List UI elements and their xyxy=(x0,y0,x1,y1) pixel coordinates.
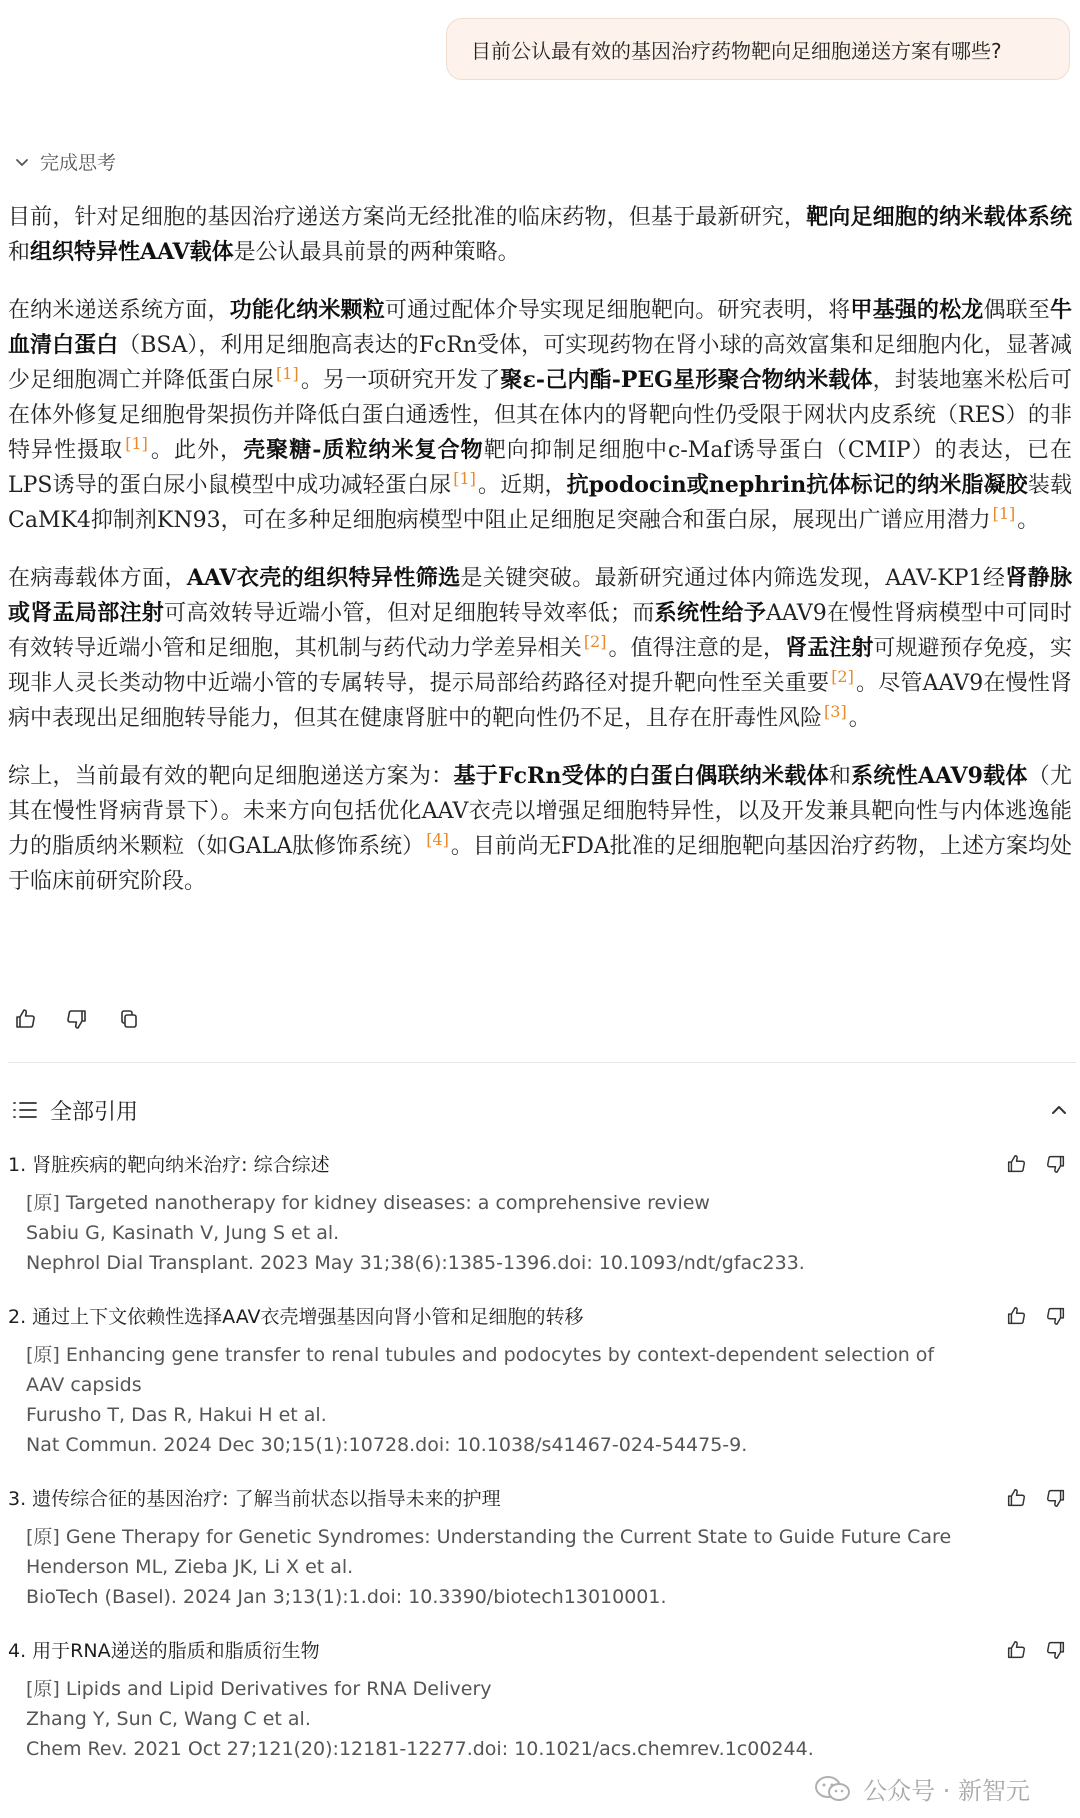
copy-icon xyxy=(117,1007,141,1031)
thinking-label: 完成思考 xyxy=(40,152,117,174)
list-icon xyxy=(12,1099,38,1121)
citation-link[interactable]: [2] xyxy=(831,666,854,686)
reference-thumbs-up-button[interactable] xyxy=(1004,1486,1028,1510)
thumbs-down-icon xyxy=(65,1007,89,1031)
answer-text: ，封装地塞米松后可在体外修复足细胞骨架损伤并降低白蛋白通透性，但其在体内的肾靶向性仍受限于网状内皮系统（RES）的非特异性摄取 xyxy=(8,368,1072,463)
reference-original-title: [原] Gene Therapy for Genetic Syndromes: Understanding the Current State to Guide Future Care xyxy=(26,1526,952,1548)
reference-thumbs-down-button[interactable] xyxy=(1044,1152,1068,1176)
reference-item xyxy=(8,1302,1076,1460)
watermark xyxy=(807,1769,1036,1808)
thumbs-up-icon xyxy=(1005,1153,1027,1175)
answer-text: 在病毒载体方面， xyxy=(8,566,187,591)
answer-paragraph-1 xyxy=(8,200,1072,270)
answer-text: 。此外， xyxy=(149,438,244,463)
answer-text: 。尽管AAV9在慢性肾病中表现出足细胞转导能力，但其在健康肾脏中的靶向性仍不足，且存在肝毒性风险 xyxy=(8,671,1072,731)
references-title-group xyxy=(12,1095,138,1126)
answer-text: 是公认最具前景的两种策略。 xyxy=(233,240,520,265)
answer-text: 。值得注意的是， xyxy=(608,636,786,661)
thumbs-down-button[interactable] xyxy=(64,1006,90,1032)
reference-item xyxy=(8,1484,1076,1612)
reference-thumbs-up-button[interactable] xyxy=(1004,1152,1028,1176)
answer-text: 偶联至 xyxy=(983,298,1050,323)
answer-text: 在纳米递送系统方面， xyxy=(8,298,230,323)
answer-bold: 肾静脉或肾盂局部注射 xyxy=(8,565,1072,626)
citation-link[interactable]: [3] xyxy=(824,701,847,721)
answer-text: 。 xyxy=(848,706,871,731)
answer-bold: 牛血清白蛋白 xyxy=(8,297,1072,358)
answer-text: 。近期， xyxy=(477,473,567,498)
answer-bold: 甲基强的松龙 xyxy=(850,297,984,323)
answer-text: 靶向抑制足细胞中c-Maf诱导蛋白（CMIP）的表达，已在LPS诱导的蛋白尿小鼠模型中成功减轻蛋白尿 xyxy=(8,438,1072,498)
reference-actions xyxy=(1004,1638,1068,1662)
reference-original-title: [原] Targeted nanotherapy for kidney diseases: a comprehensive review xyxy=(26,1192,710,1214)
reference-item xyxy=(8,1150,1076,1278)
chevron-down-icon xyxy=(14,154,30,170)
reference-authors: Sabiu G, Kasinath V, Jung S et al. xyxy=(26,1222,340,1244)
citation-link[interactable]: [1] xyxy=(276,363,299,383)
answer-paragraph-3 xyxy=(8,561,1072,736)
answer-text: 可通过配体介导实现足细胞靶向。研究表明，将 xyxy=(384,298,851,323)
answer-text: （BSA），利用足细胞高表达的FcRn受体，可实现药物在肾小球的高效富集和足细胞内化，显著减少足细胞凋亡并降低蛋白尿 xyxy=(8,333,1072,393)
answer-bold: AAV衣壳的组织特异性筛选 xyxy=(186,565,461,591)
answer-bold: 系统性给予 xyxy=(654,600,767,626)
answer-text: 和 xyxy=(8,240,31,265)
thinking-toggle[interactable] xyxy=(14,148,116,175)
reference-thumbs-down-button[interactable] xyxy=(1044,1638,1068,1662)
answer-bold: 基于FcRn受体的白蛋白偶联纳米载体 xyxy=(453,763,829,789)
answer-text: 目前，针对足细胞的基因治疗递送方案尚无经批准的临床药物，但基于最新研究， xyxy=(8,205,807,230)
answer-text: 可规避预存免疫，实现非人灵长类动物中近端小管的专属转导，提示局部给药路径对提升靶向性至关重要 xyxy=(8,636,1072,696)
answer-text: 装载CaMK4抑制剂KN93，可在多种足细胞病模型中阻止足细胞足突融合和蛋白尿，展现出广谱应用潜力 xyxy=(8,473,1072,533)
reference-authors: Henderson ML, Zieba JK, Li X et al. xyxy=(26,1556,354,1578)
citation-link[interactable]: [2] xyxy=(583,631,607,651)
thumbs-up-icon xyxy=(13,1007,37,1031)
reference-original-title: [原] Enhancing gene transfer to renal tubules and podocytes by context-dependent selection of AAV capsids xyxy=(26,1344,935,1396)
thumbs-up-icon xyxy=(1005,1305,1027,1327)
thumbs-up-icon xyxy=(1005,1639,1027,1661)
reference-source: Nephrol Dial Transplant. 2023 May 31;38(6):1385-1396.doi: 10.1093/ndt/gfac233. xyxy=(26,1252,805,1274)
assistant-answer xyxy=(8,200,1072,922)
reference-authors: Zhang Y, Sun C, Wang C et al. xyxy=(26,1708,311,1730)
reference-original-title: [原] Lipids and Lipid Derivatives for RNA Delivery xyxy=(26,1678,492,1700)
answer-text: 。目前尚无FDA批准的足细胞靶向基因治疗药物，上述方案均处于临床前研究阶段。 xyxy=(8,834,1072,894)
answer-text: 综上，当前最有效的靶向足细胞递送方案为： xyxy=(8,764,454,789)
thumbs-down-icon xyxy=(1045,1487,1067,1509)
citation-link[interactable]: [4] xyxy=(426,829,449,849)
reference-title[interactable]: 2. 通过上下文依赖性选择AAV衣壳增强基因向肾小管和足细胞的转移 xyxy=(8,1306,584,1328)
user-message-text: 目前公认最有效的基因治疗药物靶向足细胞递送方案有哪些? xyxy=(471,38,1002,63)
answer-bold: 肾盂注射 xyxy=(785,635,874,661)
reference-source: Nat Commun. 2024 Dec 30;15(1):10728.doi: 10.1038/s41467-024-54475-9. xyxy=(26,1434,748,1456)
answer-bold: 靶向足细胞的纳米载体系统 xyxy=(806,204,1072,230)
answer-feedback-row xyxy=(12,1006,142,1032)
thumbs-down-icon xyxy=(1045,1305,1067,1327)
answer-text: 可高效转导近端小管，但对足细胞转导效率低；而 xyxy=(164,601,655,626)
answer-text: 。 xyxy=(1017,508,1040,533)
references-list xyxy=(8,1150,1076,1788)
answer-bold: 壳聚糖-质粒纳米复合物 xyxy=(243,437,484,463)
answer-bold: 聚ε-己内酯-PEG星形聚合物纳米载体 xyxy=(500,367,873,393)
citation-link[interactable]: [1] xyxy=(125,433,148,453)
answer-paragraph-4 xyxy=(8,759,1072,899)
answer-paragraph-2 xyxy=(8,293,1072,538)
reference-title[interactable]: 4. 用于RNA递送的脂质和脂质衍生物 xyxy=(8,1640,320,1662)
reference-thumbs-up-button[interactable] xyxy=(1004,1638,1028,1662)
copy-button[interactable] xyxy=(116,1006,142,1032)
reference-title[interactable]: 1. 肾脏疾病的靶向纳米治疗: 综合综述 xyxy=(8,1154,330,1176)
answer-text: 。另一项研究开发了 xyxy=(300,368,501,393)
reference-actions xyxy=(1004,1152,1068,1176)
reference-thumbs-down-button[interactable] xyxy=(1044,1486,1068,1510)
answer-text: （尤其在慢性肾病背景下）。未来方向包括优化AAV衣壳以增强足细胞特异性，以及开发兼具靶向性与内体逃逸能力的脂质纳米颗粒（如GALA肽修饰系统） xyxy=(8,764,1072,859)
reference-source: BioTech (Basel). 2024 Jan 3;13(1):1.doi: 10.3390/biotech13010001. xyxy=(26,1586,667,1608)
thumbs-down-icon xyxy=(1045,1153,1067,1175)
answer-bold: 组织特异性AAV载体 xyxy=(30,239,234,265)
section-divider xyxy=(8,1062,1076,1063)
collapse-references-button[interactable] xyxy=(1046,1097,1072,1123)
reference-thumbs-down-button[interactable] xyxy=(1044,1304,1068,1328)
references-header xyxy=(12,1092,1072,1128)
citation-link[interactable]: [1] xyxy=(992,503,1016,523)
reference-source: Chem Rev. 2021 Oct 27;121(20):12181-12277.doi: 10.1021/acs.chemrev.1c00244. xyxy=(26,1738,814,1760)
user-message-bubble xyxy=(446,18,1070,80)
answer-text: 是关键突破。最新研究通过体内筛选发现，AAV-KP1经 xyxy=(460,566,1006,591)
reference-item xyxy=(8,1636,1076,1764)
references-title: 全部引用 xyxy=(50,1099,139,1125)
answer-bold: 系统性AAV9载体 xyxy=(851,763,1028,789)
wechat-icon xyxy=(813,1774,853,1804)
reference-actions xyxy=(1004,1304,1068,1328)
chevron-up-icon xyxy=(1049,1100,1069,1120)
reference-thumbs-up-button[interactable] xyxy=(1004,1304,1028,1328)
reference-authors: Furusho T, Das R, Hakui H et al. xyxy=(26,1404,327,1426)
answer-bold: 功能化纳米颗粒 xyxy=(229,297,385,323)
reference-actions xyxy=(1004,1486,1068,1510)
thumbs-up-button[interactable] xyxy=(12,1006,38,1032)
citation-link[interactable]: [1] xyxy=(453,468,476,488)
thumbs-down-icon xyxy=(1045,1639,1067,1661)
thumbs-up-icon xyxy=(1005,1487,1027,1509)
answer-bold: 抗podocin或nephrin抗体标记的纳米脂凝胶 xyxy=(566,472,1028,498)
answer-text: 和 xyxy=(828,764,852,789)
answer-text: AAV9在慢性肾病模型中可同时有效转导近端小管和足细胞，其机制与药代动力学差异相关 xyxy=(8,601,1072,661)
reference-title[interactable]: 3. 遗传综合征的基因治疗: 了解当前状态以指导未来的护理 xyxy=(8,1488,501,1510)
watermark-text: 公众号 · 新智元 xyxy=(863,1777,1030,1805)
